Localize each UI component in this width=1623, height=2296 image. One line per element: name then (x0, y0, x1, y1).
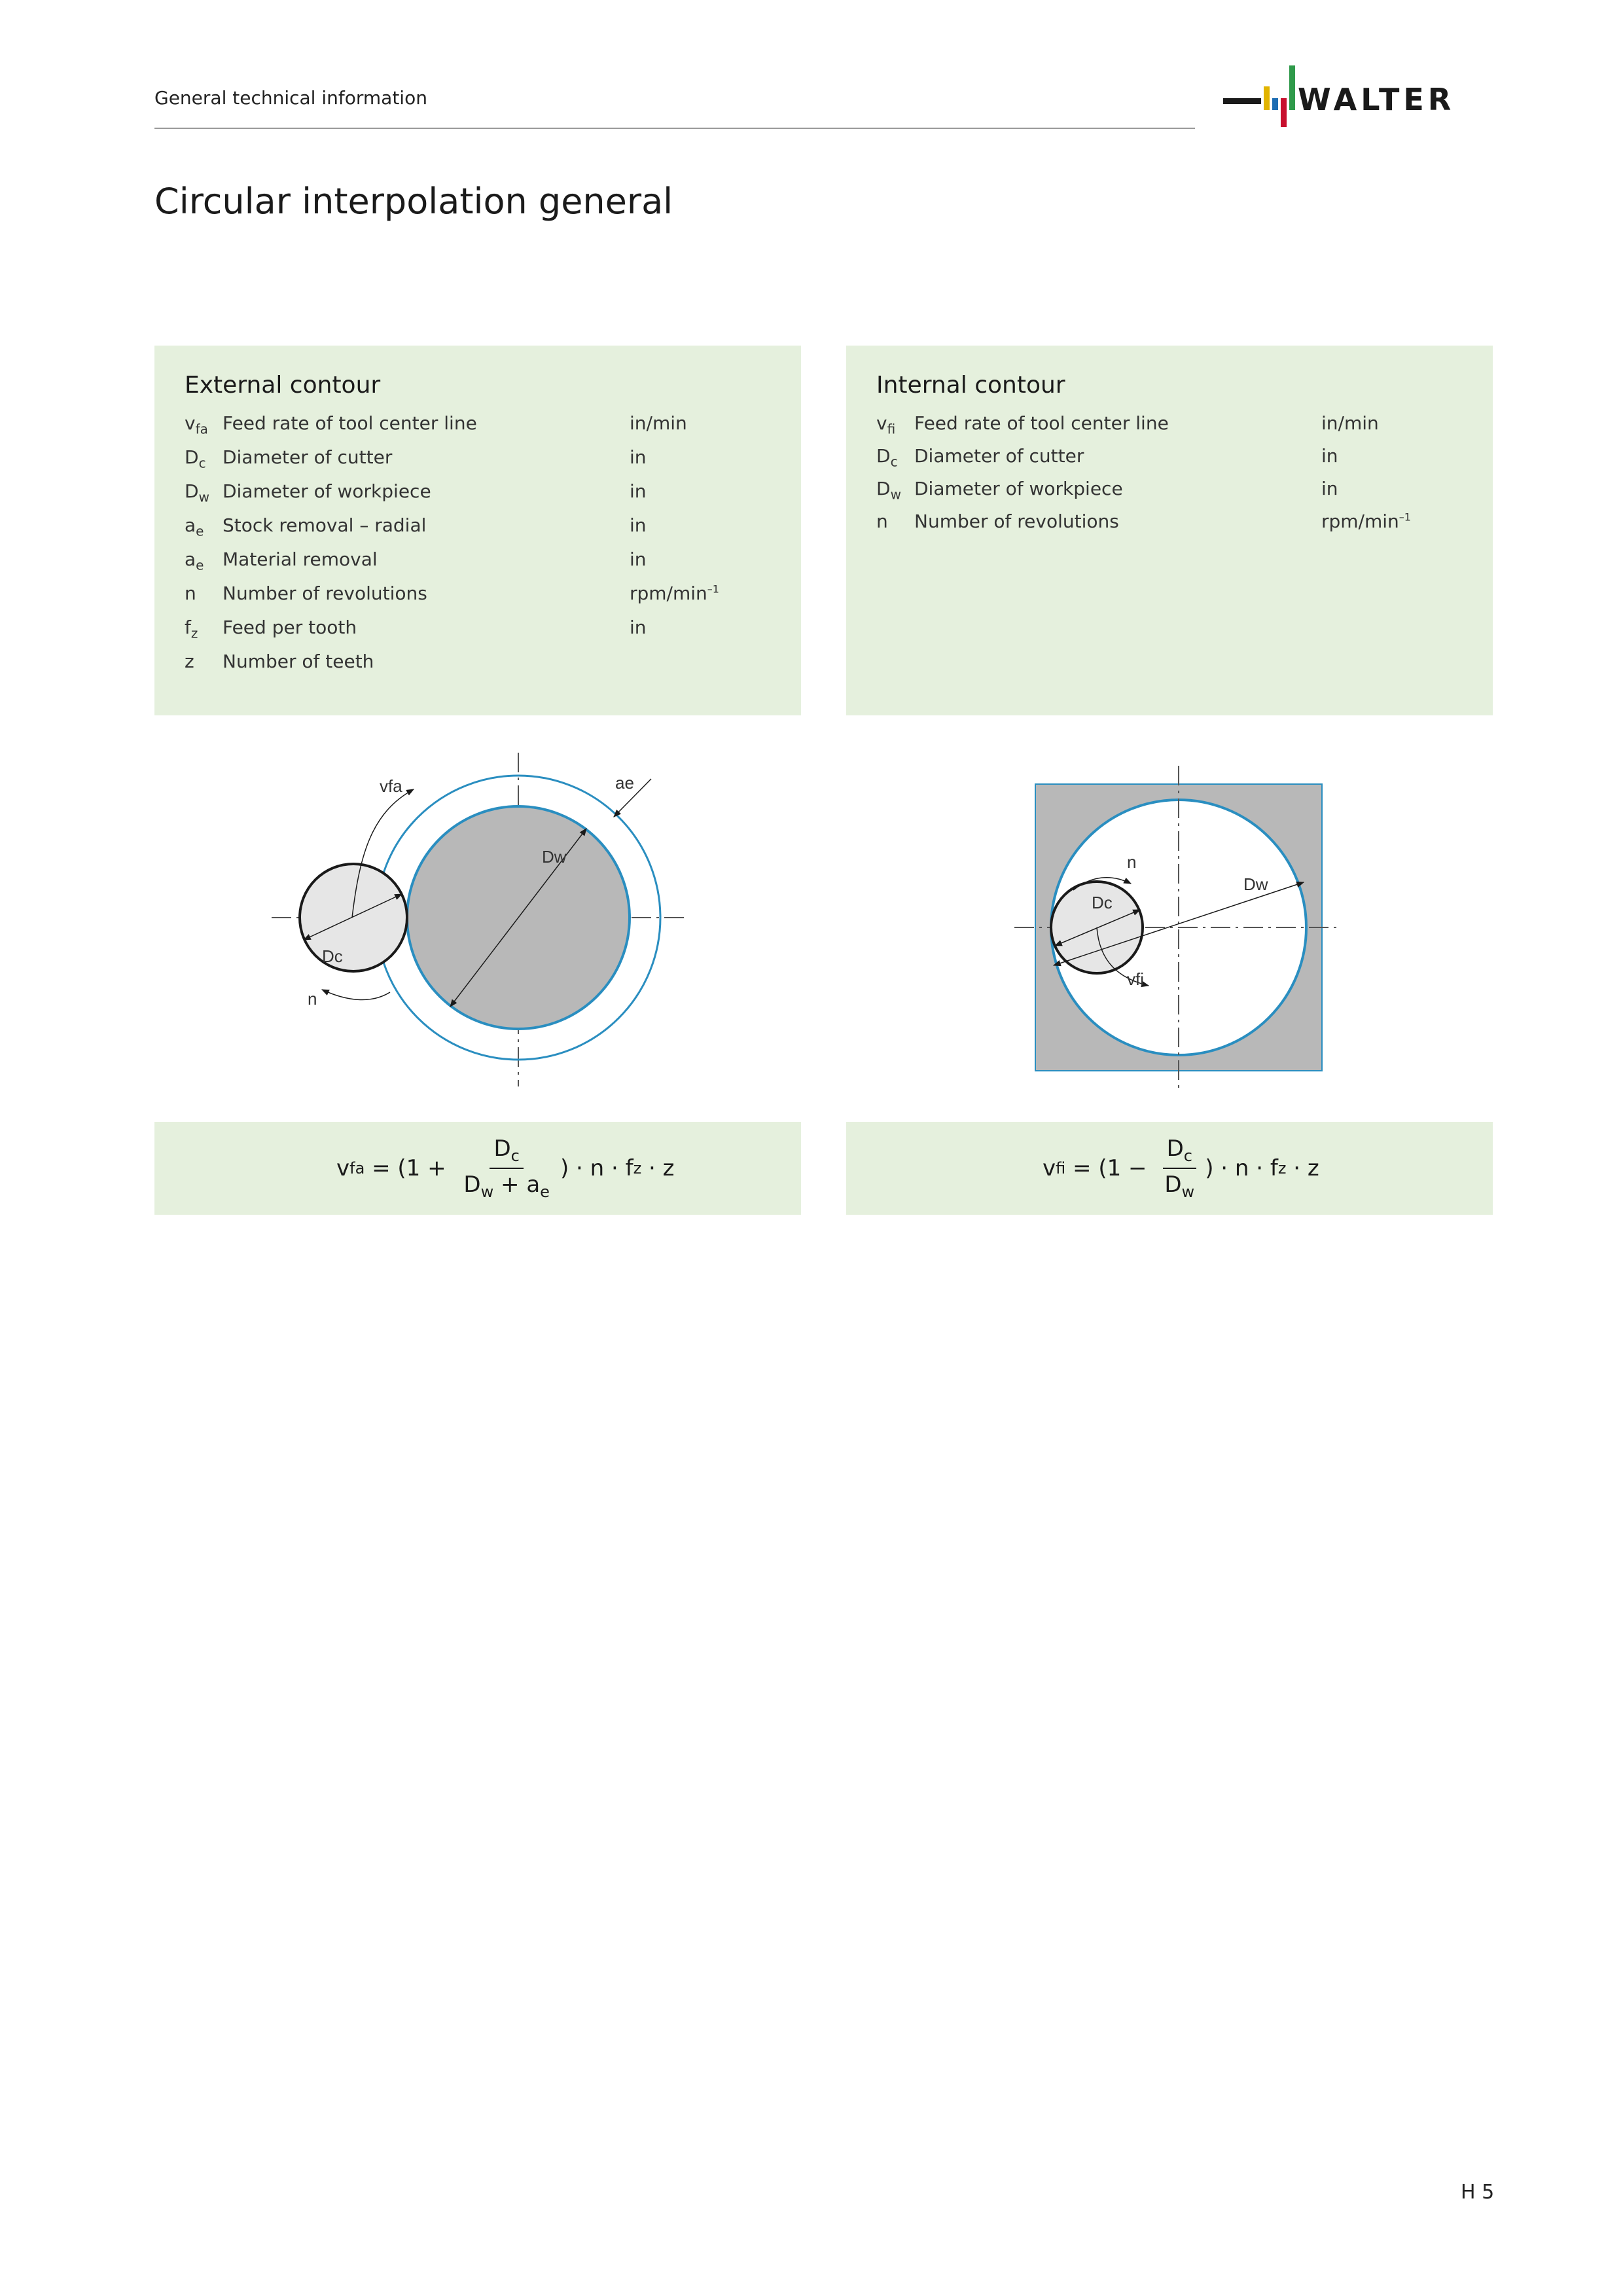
n-rotation-arrow (322, 990, 390, 1000)
legend-symbol: $a_e$ (185, 548, 204, 573)
legend-symbol: n (185, 583, 196, 604)
legend-row (185, 583, 788, 617)
legend-unit: in (1321, 445, 1338, 467)
legend-row (185, 412, 788, 446)
external-formula-panel (154, 1122, 801, 1215)
legend-description: Diameter of cutter (223, 446, 393, 468)
logo-bar-red (1281, 98, 1287, 127)
walter-logo (1221, 60, 1495, 132)
legend-description: Material removal (223, 548, 378, 570)
header-divider (154, 128, 1195, 129)
cutter-circle (300, 864, 407, 971)
page-title: Circular interpolation general (154, 181, 673, 222)
legend-symbol: $D_w$ (185, 480, 209, 505)
legend-row (185, 514, 788, 548)
legend-description: Feed rate of tool center line (223, 412, 477, 434)
legend-symbol: $v_{fi}$ (876, 412, 896, 437)
legend-row (185, 617, 788, 651)
external-legend-list (185, 412, 788, 685)
legend-unit: rpm/$\min^{-1}$ (630, 583, 719, 604)
legend-description: Stock removal – radial (223, 514, 427, 536)
legend-symbol: z (185, 651, 194, 672)
legend-row (185, 651, 788, 685)
internal-contour-title: Internal contour (876, 372, 1065, 399)
n-label: n (308, 989, 317, 1009)
external-contour-diagram (262, 746, 707, 1100)
internal-feed-formula: v fi = (1 − $\frac{D_c}{D_w}$ ) · n · f z · z (1043, 1136, 1319, 1201)
formula-fraction: $\frac{D_c}{D_w + a_e}$ (463, 1136, 550, 1201)
legend-description: Diameter of cutter (914, 445, 1084, 467)
legend-row (876, 445, 1480, 478)
legend-unit: in (630, 548, 647, 570)
legend-symbol: $D_w$ (876, 478, 901, 503)
legend-row (185, 446, 788, 480)
legend-row (185, 480, 788, 514)
external-feed-formula: v fa = (1 + $\frac{D_c}{D_w + a_e}$ ) · n · f z · z (336, 1136, 675, 1201)
page-number: H 5 (1461, 2181, 1495, 2204)
logo-bar-green (1289, 65, 1295, 110)
legend-row (876, 412, 1480, 445)
legend-description: Diameter of workpiece (914, 478, 1123, 499)
internal-contour-diagram (1001, 753, 1342, 1093)
legend-description: Feed rate of tool center line (914, 412, 1169, 434)
vfi-label: vfi (1127, 969, 1144, 989)
logo-bar-blue (1272, 98, 1278, 110)
external-contour-panel (154, 346, 801, 715)
legend-symbol: $D_c$ (185, 446, 206, 471)
dc-label: Dc (1092, 893, 1113, 912)
internal-formula-panel (846, 1122, 1493, 1215)
internal-legend-list (876, 412, 1480, 543)
logo-brand-text: WALTER (1298, 82, 1455, 117)
legend-description: Number of revolutions (914, 511, 1119, 532)
dw-label: Dw (542, 847, 567, 867)
legend-row (876, 478, 1480, 511)
legend-symbol: $f_z$ (185, 617, 198, 641)
legend-symbol: $v_{fa}$ (185, 412, 208, 437)
formula-fraction: $\frac{D_c}{D_w}$ (1160, 1136, 1198, 1201)
legend-unit: in (630, 514, 647, 536)
n-label: n (1127, 852, 1137, 872)
legend-unit: in/min (1321, 412, 1379, 434)
ae-label: ae (615, 773, 634, 793)
dc-label: Dc (322, 946, 343, 966)
legend-unit: rpm/$\min^{-1}$ (1321, 511, 1411, 532)
section-title: General technical information (154, 87, 427, 109)
logo-bar-black (1223, 98, 1261, 104)
logo-bar-yellow (1264, 86, 1270, 110)
legend-row (185, 548, 788, 583)
legend-symbol: $a_e$ (185, 514, 204, 539)
legend-description: Diameter of workpiece (223, 480, 431, 502)
legend-description: Feed per tooth (223, 617, 357, 638)
internal-contour-panel (846, 346, 1493, 715)
dw-label: Dw (1243, 874, 1268, 894)
legend-symbol: $D_c$ (876, 445, 898, 470)
legend-symbol: n (876, 511, 888, 532)
legend-unit: in (630, 617, 647, 638)
legend-unit: in/min (630, 412, 687, 434)
external-contour-title: External contour (185, 372, 381, 399)
legend-unit: in (630, 446, 647, 468)
legend-description: Number of teeth (223, 651, 374, 672)
vfa-label: vfa (380, 776, 402, 796)
legend-row (876, 511, 1480, 543)
legend-description: Number of revolutions (223, 583, 427, 604)
legend-unit: in (630, 480, 647, 502)
legend-unit: in (1321, 478, 1338, 499)
